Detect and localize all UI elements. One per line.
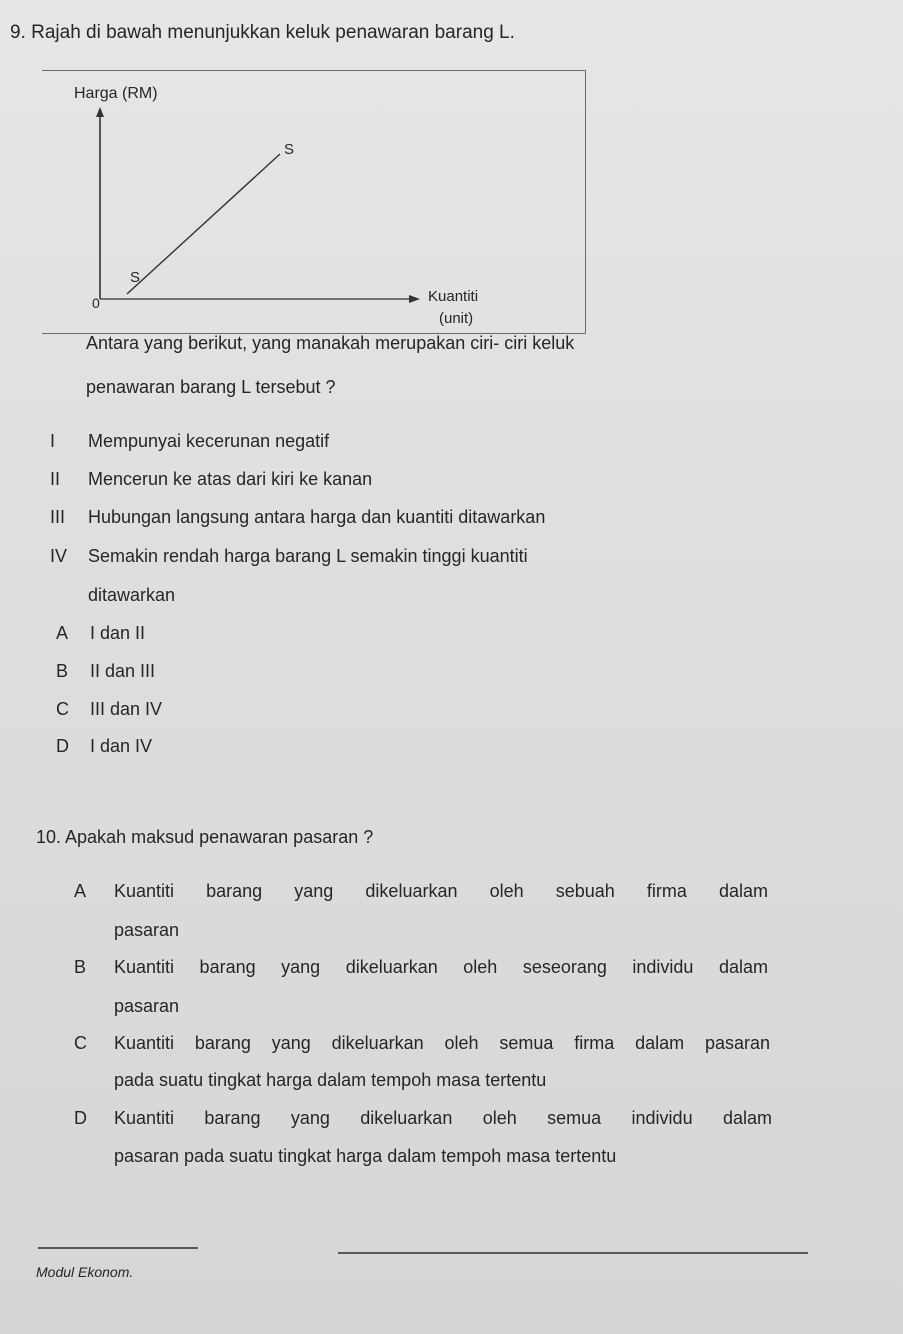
question-9-stem-line1: Antara yang berikut, yang manakah merupakan ciri- ciri keluk bbox=[86, 333, 575, 353]
statement-number: I bbox=[50, 431, 56, 451]
supply-curve-figure bbox=[42, 70, 586, 334]
option-text-line2: pada suatu tingkat harga dalam tempoh masa tertentu bbox=[114, 1070, 547, 1090]
question-9-stem-line2: penawaran barang L tersebut ? bbox=[86, 377, 336, 397]
option-text: II dan III bbox=[90, 661, 156, 681]
option-text-line1: Kuantiti barang yang dikeluarkan oleh sebuah firma dalam bbox=[114, 881, 768, 901]
option-text-line1: Kuantiti barang yang dikeluarkan oleh seseorang individu dalam bbox=[114, 957, 768, 977]
y-axis-arrow bbox=[96, 107, 104, 117]
x-axis-arrow bbox=[409, 295, 420, 303]
statement-number: III bbox=[50, 507, 66, 527]
option-text-line1: Kuantiti barang yang dikeluarkan oleh semua firma dalam pasaran bbox=[114, 1033, 770, 1053]
option-letter: A bbox=[74, 881, 87, 901]
curve-label-top: S bbox=[284, 141, 295, 158]
statement-text: Hubungan langsung antara harga dan kuantiti ditawarkan bbox=[88, 507, 546, 527]
option-letter: D bbox=[56, 736, 69, 756]
statement-number: IV bbox=[50, 546, 68, 566]
x-axis-unit: (unit) bbox=[439, 310, 474, 327]
statement-text: Semakin rendah harga barang L semakin tinggi kuantiti bbox=[88, 546, 528, 566]
statement-item bbox=[50, 431, 329, 452]
statement-number: II bbox=[50, 469, 61, 489]
statement-text: Mempunyai kecerunan negatif bbox=[88, 431, 330, 451]
statement-item bbox=[50, 546, 528, 567]
option-text: I dan IV bbox=[90, 736, 153, 756]
statement-item bbox=[50, 507, 545, 528]
answer-option[interactable] bbox=[56, 736, 152, 757]
footer-rule-right bbox=[338, 1252, 808, 1254]
option-letter: D bbox=[74, 1108, 87, 1128]
option-letter: A bbox=[56, 623, 69, 643]
footer-text: Modul Ekonom. bbox=[36, 1264, 134, 1280]
option-letter: C bbox=[56, 699, 69, 719]
option-text-line2: pasaran bbox=[114, 920, 180, 940]
supply-curve-svg bbox=[42, 71, 585, 333]
statement-text: Mencerun ke atas dari kiri ke kanan bbox=[88, 469, 373, 489]
question-9-title: 9. Rajah di bawah menunjukkan keluk penawaran barang L. bbox=[10, 22, 515, 43]
option-text-line2: pasaran bbox=[114, 996, 180, 1016]
statement-iv-continuation: ditawarkan bbox=[88, 585, 176, 605]
question-10-title: 10. Apakah maksud penawaran pasaran ? bbox=[36, 827, 374, 847]
x-axis-label: Kuantiti bbox=[428, 288, 479, 305]
supply-curve-line bbox=[127, 154, 280, 294]
option-text: I dan II bbox=[90, 623, 146, 643]
option-text: III dan IV bbox=[90, 699, 163, 719]
option-text-line1: Kuantiti barang yang dikeluarkan oleh semua individu dalam bbox=[114, 1108, 772, 1128]
curve-label-bottom: S bbox=[130, 269, 141, 286]
statement-item bbox=[50, 469, 372, 490]
footer-rule-left bbox=[38, 1247, 198, 1249]
answer-option[interactable] bbox=[56, 661, 155, 682]
y-axis-label: Harga (RM) bbox=[74, 85, 158, 102]
origin-label: 0 bbox=[92, 295, 100, 311]
option-letter: B bbox=[74, 957, 87, 977]
option-letter: B bbox=[56, 661, 69, 681]
option-letter: C bbox=[74, 1033, 87, 1053]
answer-option[interactable] bbox=[56, 699, 162, 720]
option-text-line2: pasaran pada suatu tingkat harga dalam tempoh masa tertentu bbox=[114, 1146, 617, 1166]
answer-option[interactable] bbox=[56, 623, 145, 644]
